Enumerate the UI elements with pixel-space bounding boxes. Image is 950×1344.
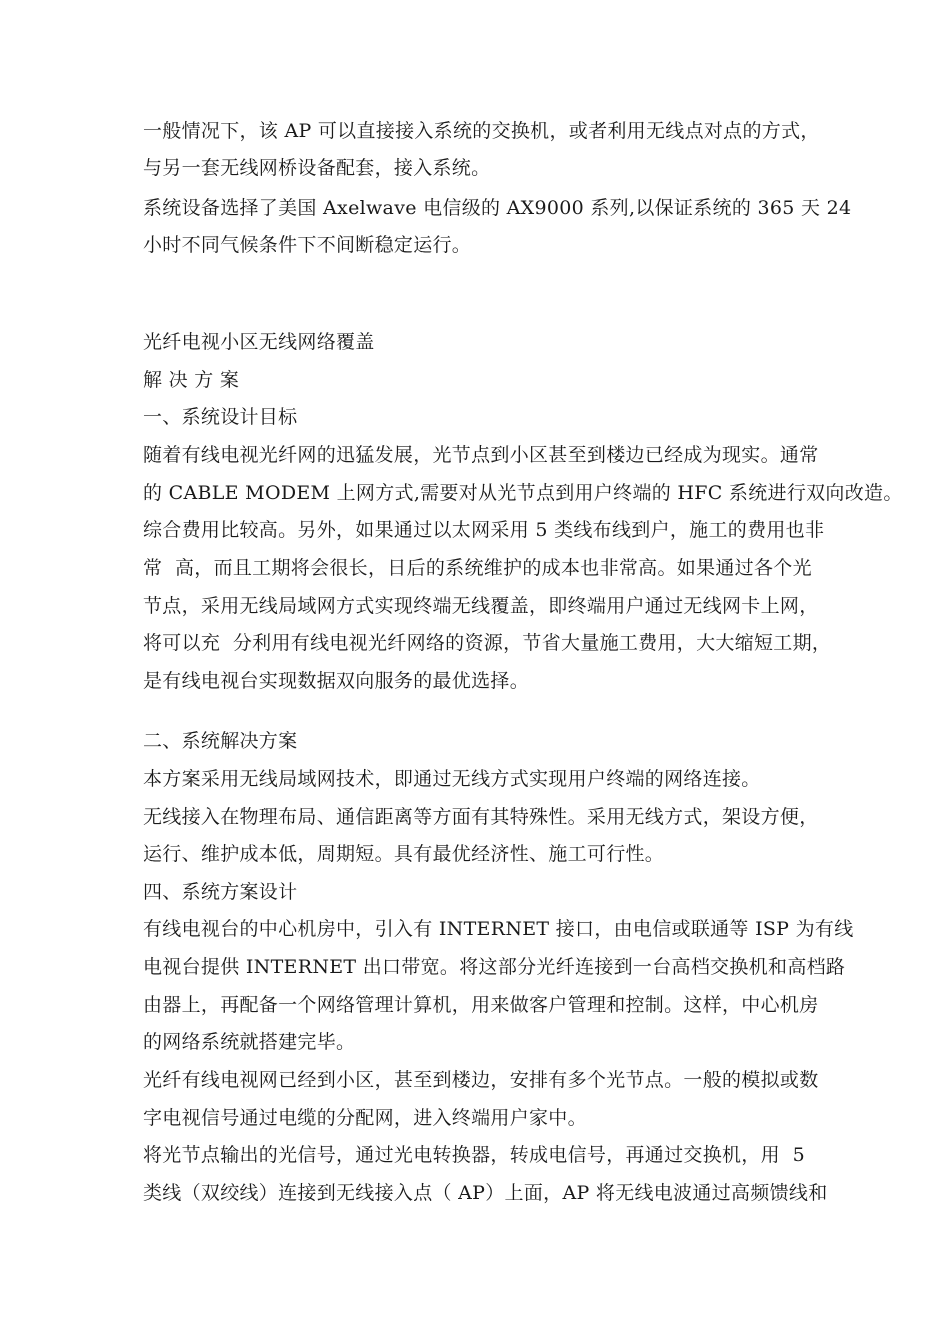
document-title: 光纤电视小区无线网络覆盖 [143, 331, 375, 353]
paragraph-line: 节点，采用无线局域网方式实现终端无线覆盖，即终端用户通过无线网卡上网， [143, 595, 819, 617]
paragraph-line: 常 高，而且工期将会很长，日后的系统维护的成本也非常高。如果通过各个光 [143, 557, 812, 579]
paragraph-line: 将可以充 分利用有线电视光纤网络的资源，节省大量施工费用，大大缩短工期， [143, 632, 832, 654]
paragraph-line: 无线接入在物理布局、通信距离等方面有其特殊性。采用无线方式，架设方便， [143, 806, 819, 828]
document-subtitle: 解 决 方 案 [143, 369, 240, 391]
paragraph-line: 类线（双绞线）连接到无线接入点（ AP）上面，AP 将无线电波通过高频馈线和 [143, 1182, 828, 1204]
paragraph-line: 由器上，再配备一个网络管理计算机，用来做客户管理和控制。这样，中心机房 [143, 994, 819, 1016]
paragraph-line: 的 CABLE MODEM 上网方式,需要对从光节点到用户终端的 HFC 系统进行双向改造。 [143, 482, 903, 504]
section-heading: 一、系统设计目标 [143, 406, 298, 428]
paragraph-line: 系统设备选择了美国 Axelwave 电信级的 AX9000 系列,以保证系统的 365 天 24 [143, 197, 852, 219]
paragraph-line: 的网络系统就搭建完毕。 [143, 1031, 356, 1053]
paragraph-line: 电视台提供 INTERNET 出口带宽。将这部分光纤连接到一台高档交换机和高档路 [143, 956, 846, 978]
paragraph-line: 与另一套无线网桥设备配套，接入系统。 [143, 157, 491, 179]
paragraph-line: 字电视信号通过电缆的分配网，进入终端用户家中。 [143, 1107, 587, 1129]
paragraph-line: 综合费用比较高。另外，如果通过以太网采用 5 类线布线到户，施工的费用也非 [143, 519, 825, 541]
paragraph-line: 运行、维护成本低，周期短。具有最优经济性、施工可行性。 [143, 843, 665, 865]
paragraph-line: 有线电视台的中心机房中，引入有 INTERNET 接口，由电信或联通等 ISP 为有线 [143, 918, 854, 940]
paragraph-line: 是有线电视台实现数据双向服务的最优选择。 [143, 670, 530, 692]
paragraph-line: 将光节点输出的光信号，通过光电转换器，转成电信号，再通过交换机，用 5 [143, 1144, 805, 1166]
paragraph-line: 光纤有线电视网已经到小区，甚至到楼边，安排有多个光节点。一般的模拟或数 [143, 1069, 819, 1091]
paragraph-line: 随着有线电视光纤网的迅猛发展，光节点到小区甚至到楼边已经成为现实。通常 [143, 444, 819, 466]
section-heading: 二、系统解决方案 [143, 730, 298, 752]
paragraph-line: 一般情况下，该 AP 可以直接接入系统的交换机，或者利用无线点对点的方式， [143, 120, 820, 142]
paragraph-line: 本方案采用无线局域网技术，即通过无线方式实现用户终端的网络连接。 [143, 768, 761, 790]
section-heading: 四、系统方案设计 [143, 881, 298, 903]
paragraph-line: 小时不同气候条件下不间断稳定运行。 [143, 234, 472, 256]
